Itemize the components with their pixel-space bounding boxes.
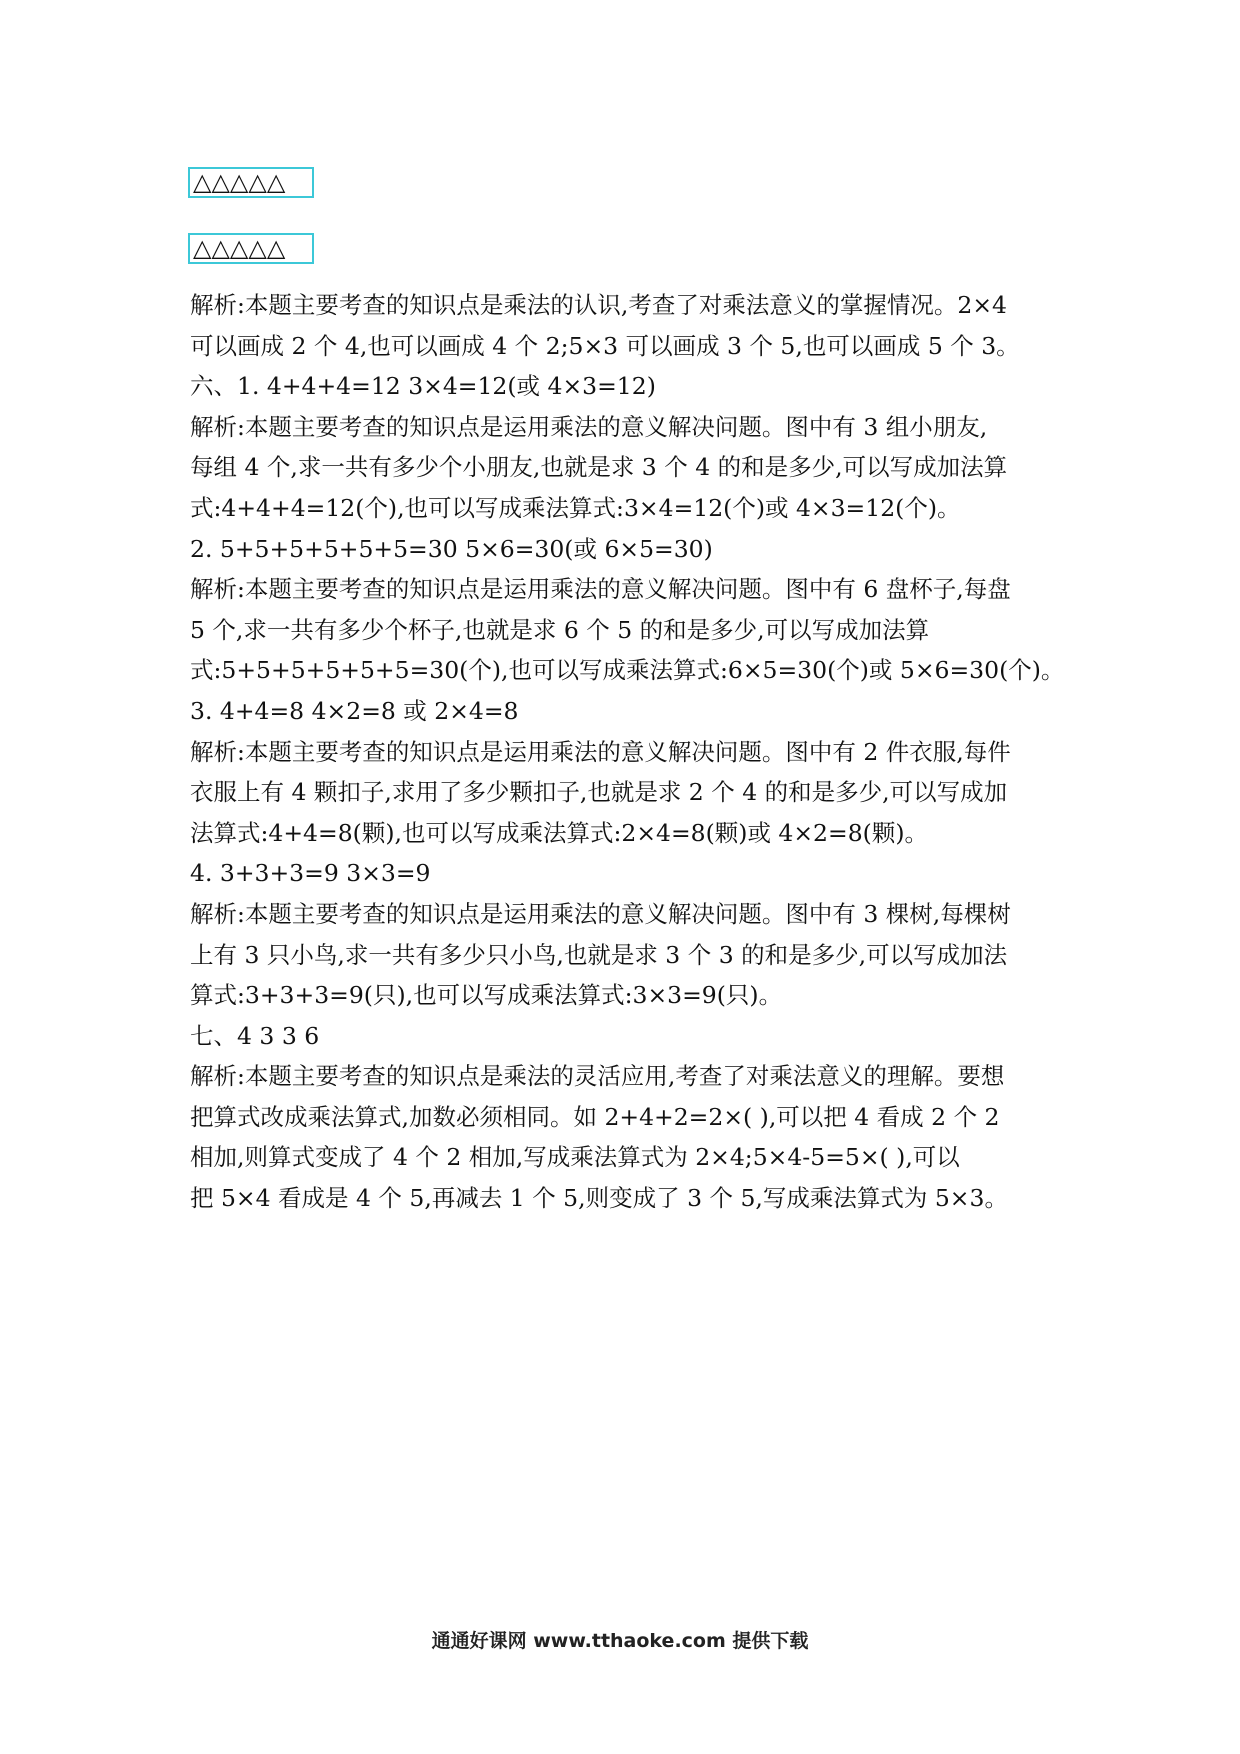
triangle-row-box: △△△△△: [188, 167, 314, 198]
text-line: 把算式改成乘法算式,加数必须相同。如 2+4+2=2×( ),可以把 4 看成 2 个 2: [190, 1102, 1000, 1131]
text-line: 5 个,求一共有多少个杯子,也就是求 6 个 5 的和是多少,可以写成加法算: [190, 615, 930, 644]
triangle-row-box: △△△△△: [188, 233, 314, 264]
text-line: 相加,则算式变成了 4 个 2 相加,写成乘法算式为 2×4;5×4-5=5×( ),可以: [190, 1143, 960, 1172]
text-line: 解析:本题主要考查的知识点是运用乘法的意义解决问题。图中有 3 棵树,每棵树: [190, 899, 1011, 928]
text-line: 算式:3+3+3=9(只),也可以写成乘法算式:3×3=9(只)。: [190, 981, 783, 1010]
text-line: 3. 4+4=8 4×2=8 或 2×4=8: [190, 696, 519, 725]
text-line: 式:4+4+4=12(个),也可以写成乘法算式:3×4=12(个)或 4×3=12(个)。: [190, 493, 961, 522]
text-line: 衣服上有 4 颗扣子,求用了多少颗扣子,也就是求 2 个 4 的和是多少,可以写成加: [190, 778, 1008, 807]
text-line: 解析:本题主要考查的知识点是运用乘法的意义解决问题。图中有 6 盘杯子,每盘: [190, 575, 1011, 604]
text-line: 七、4 3 3 6: [190, 1021, 320, 1050]
text-line: 4. 3+3+3=9 3×3=9: [190, 859, 431, 888]
page-footer: 通通好课网 www.tthaoke.com 提供下载: [431, 1630, 809, 1652]
text-line: 每组 4 个,求一共有多少个小朋友,也就是求 3 个 4 的和是多少,可以写成加法算: [190, 453, 1008, 482]
text-line: 法算式:4+4=8(颗),也可以写成乘法算式:2×4=8(颗)或 4×2=8(颗)。: [190, 818, 928, 847]
text-line: 解析:本题主要考查的知识点是运用乘法的意义解决问题。图中有 2 件衣服,每件: [190, 737, 1011, 766]
text-line: 2. 5+5+5+5+5+5=30 5×6=30(或 6×5=30): [190, 534, 713, 563]
text-line: 可以画成 2 个 4,也可以画成 4 个 2;5×3 可以画成 3 个 5,也可以画成 5 个 3。: [190, 331, 1020, 360]
text-line: 解析:本题主要考查的知识点是乘法的认识,考查了对乘法意义的掌握情况。2×4: [190, 291, 1007, 319]
text-line: 六、1. 4+4+4=12 3×4=12(或 4×3=12): [190, 372, 656, 401]
text-line: 上有 3 只小鸟,求一共有多少只小鸟,也就是求 3 个 3 的和是多少,可以写成加法: [190, 940, 1008, 969]
answer-text-block: [190, 285, 1070, 1219]
text-line: 解析:本题主要考查的知识点是运用乘法的意义解决问题。图中有 3 组小朋友,: [190, 412, 988, 441]
text-line: 把 5×4 看成是 4 个 5,再减去 1 个 5,则变成了 3 个 5,写成乘法算式为 5×3。: [190, 1184, 1008, 1213]
text-line: 解析:本题主要考查的知识点是乘法的灵活应用,考查了对乘法意义的理解。要想: [190, 1062, 1005, 1091]
text-line: 式:5+5+5+5+5+5=30(个),也可以写成乘法算式:6×5=30(个)或 5×6=30(个)。: [190, 656, 1065, 685]
